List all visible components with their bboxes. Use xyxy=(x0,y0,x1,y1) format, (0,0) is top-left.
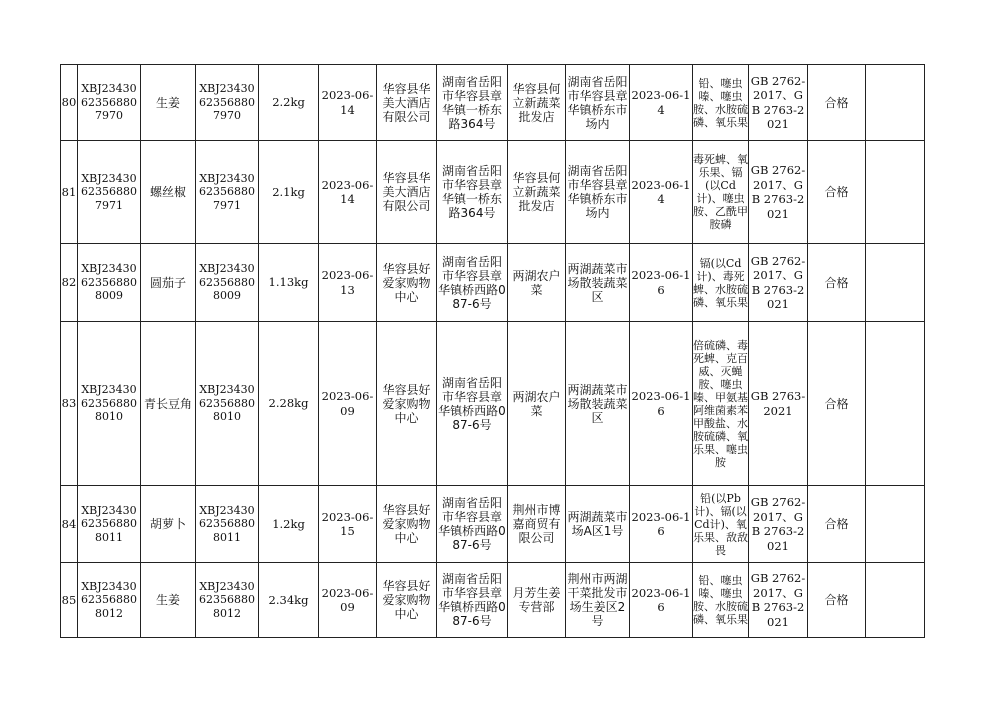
sample-code-cell: XBJ23430623568808010 xyxy=(78,322,141,486)
remark-cell xyxy=(866,141,925,244)
table-row xyxy=(61,322,925,486)
table-row xyxy=(61,65,925,141)
remark-cell xyxy=(866,486,925,563)
table-row xyxy=(61,563,925,638)
result-cell: 合格 xyxy=(808,486,866,563)
remark-cell xyxy=(866,563,925,638)
tested-unit-cell: 华容县好爱家购物中心 xyxy=(377,486,437,563)
test-items-cell: 铅(以Pb计)、镉(以Cd计)、氧乐果、敌敌畏 xyxy=(693,486,749,563)
table-row xyxy=(61,141,925,244)
inspection-results-table xyxy=(60,64,925,638)
remark-cell xyxy=(866,322,925,486)
result-cell: 合格 xyxy=(808,244,866,322)
table-row xyxy=(61,244,925,322)
tested-unit-cell: 华容县华美大酒店有限公司 xyxy=(377,141,437,244)
weight-cell: 2.2kg xyxy=(259,65,319,141)
sample-date-cell: 2023-06-14 xyxy=(319,65,377,141)
supplier-address-cell: 两湖蔬菜市场A区1号 xyxy=(566,486,630,563)
tested-unit-cell: 华容县好爱家购物中心 xyxy=(377,244,437,322)
tested-address-cell: 湖南省岳阳市华容县章华镇桥西路087-6号 xyxy=(437,486,508,563)
tested-address-cell: 湖南省岳阳市华容县章华镇一桥东路364号 xyxy=(437,141,508,244)
row-number: 81 xyxy=(61,141,78,244)
supplier-cell: 两湖农户菜 xyxy=(508,244,566,322)
test-date-cell: 2023-06-16 xyxy=(630,486,693,563)
weight-cell: 2.28kg xyxy=(259,322,319,486)
report-code-cell: XBJ23430623568808011 xyxy=(196,486,259,563)
supplier-address-cell: 湖南省岳阳市华容县章华镇桥东市场内 xyxy=(566,141,630,244)
test-date-cell: 2023-06-16 xyxy=(630,244,693,322)
standard-cell: GB 2763-2021 xyxy=(749,322,808,486)
test-items-cell: 毒死蜱、氧乐果、镉(以Cd计)、噻虫胺、乙酰甲胺磷 xyxy=(693,141,749,244)
result-cell: 合格 xyxy=(808,563,866,638)
food-name-cell: 生姜 xyxy=(141,563,196,638)
tested-unit-cell: 华容县华美大酒店有限公司 xyxy=(377,65,437,141)
tested-unit-cell: 华容县好爱家购物中心 xyxy=(377,563,437,638)
sample-date-cell: 2023-06-14 xyxy=(319,141,377,244)
sample-date-cell: 2023-06-13 xyxy=(319,244,377,322)
supplier-address-cell: 两湖蔬菜市场散装蔬菜区 xyxy=(566,322,630,486)
standard-cell: GB 2762-2017、GB 2763-2021 xyxy=(749,244,808,322)
row-number: 82 xyxy=(61,244,78,322)
report-code-cell: XBJ23430623568807970 xyxy=(196,65,259,141)
report-code-cell: XBJ23430623568807971 xyxy=(196,141,259,244)
weight-cell: 1.2kg xyxy=(259,486,319,563)
supplier-cell: 两湖农户菜 xyxy=(508,322,566,486)
test-date-cell: 2023-06-16 xyxy=(630,322,693,486)
supplier-cell: 月芳生姜专营部 xyxy=(508,563,566,638)
standard-cell: GB 2762-2017、GB 2763-2021 xyxy=(749,141,808,244)
supplier-cell: 荆州市博嘉商贸有限公司 xyxy=(508,486,566,563)
food-name-cell: 螺丝椒 xyxy=(141,141,196,244)
sample-code-cell: XBJ23430623568808011 xyxy=(78,486,141,563)
test-items-cell: 铅、噻虫嗪、噻虫胺、水胺硫磷、氧乐果 xyxy=(693,563,749,638)
remark-cell xyxy=(866,244,925,322)
tested-address-cell: 湖南省岳阳市华容县章华镇桥西路087-6号 xyxy=(437,244,508,322)
report-code-cell: XBJ23430623568808009 xyxy=(196,244,259,322)
supplier-cell: 华容县何立新蔬菜批发店 xyxy=(508,141,566,244)
food-name-cell: 生姜 xyxy=(141,65,196,141)
sample-code-cell: XBJ23430623568808012 xyxy=(78,563,141,638)
test-date-cell: 2023-06-14 xyxy=(630,141,693,244)
standard-cell: GB 2762-2017、GB 2763-2021 xyxy=(749,563,808,638)
food-name-cell: 青长豆角 xyxy=(141,322,196,486)
food-name-cell: 圆茄子 xyxy=(141,244,196,322)
test-date-cell: 2023-06-14 xyxy=(630,65,693,141)
row-number: 84 xyxy=(61,486,78,563)
row-number: 80 xyxy=(61,65,78,141)
tested-unit-cell: 华容县好爱家购物中心 xyxy=(377,322,437,486)
sample-code-cell: XBJ23430623568807970 xyxy=(78,65,141,141)
table-body xyxy=(61,65,925,638)
test-items-cell: 倍硫磷、毒死蜱、克百威、灭蝇胺、噻虫嗪、甲氨基阿维菌素苯甲酸盐、水胺硫磷、氧乐果、噻虫胺 xyxy=(693,322,749,486)
tested-address-cell: 湖南省岳阳市华容县章华镇桥西路087-6号 xyxy=(437,322,508,486)
weight-cell: 2.1kg xyxy=(259,141,319,244)
row-number: 83 xyxy=(61,322,78,486)
sample-code-cell: XBJ23430623568807971 xyxy=(78,141,141,244)
sample-date-cell: 2023-06-09 xyxy=(319,563,377,638)
weight-cell: 2.34kg xyxy=(259,563,319,638)
standard-cell: GB 2762-2017、GB 2763-2021 xyxy=(749,486,808,563)
supplier-cell: 华容县何立新蔬菜批发店 xyxy=(508,65,566,141)
supplier-address-cell: 荆州市两湖干菜批发市场生姜区2号 xyxy=(566,563,630,638)
test-items-cell: 铅、噻虫嗪、噻虫胺、水胺硫磷、氧乐果 xyxy=(693,65,749,141)
standard-cell: GB 2762-2017、GB 2763-2021 xyxy=(749,65,808,141)
weight-cell: 1.13kg xyxy=(259,244,319,322)
result-cell: 合格 xyxy=(808,322,866,486)
test-date-cell: 2023-06-16 xyxy=(630,563,693,638)
sample-code-cell: XBJ23430623568808009 xyxy=(78,244,141,322)
sample-date-cell: 2023-06-15 xyxy=(319,486,377,563)
row-number: 85 xyxy=(61,563,78,638)
tested-address-cell: 湖南省岳阳市华容县章华镇一桥东路364号 xyxy=(437,65,508,141)
test-items-cell: 镉(以Cd计)、毒死蜱、水胺硫磷、氧乐果 xyxy=(693,244,749,322)
report-code-cell: XBJ23430623568808010 xyxy=(196,322,259,486)
tested-address-cell: 湖南省岳阳市华容县章华镇桥西路087-6号 xyxy=(437,563,508,638)
food-name-cell: 胡萝卜 xyxy=(141,486,196,563)
report-code-cell: XBJ23430623568808012 xyxy=(196,563,259,638)
sample-date-cell: 2023-06-09 xyxy=(319,322,377,486)
table-row xyxy=(61,486,925,563)
remark-cell xyxy=(866,65,925,141)
supplier-address-cell: 湖南省岳阳市华容县章华镇桥东市场内 xyxy=(566,65,630,141)
result-cell: 合格 xyxy=(808,141,866,244)
result-cell: 合格 xyxy=(808,65,866,141)
supplier-address-cell: 两湖蔬菜市场散装蔬菜区 xyxy=(566,244,630,322)
